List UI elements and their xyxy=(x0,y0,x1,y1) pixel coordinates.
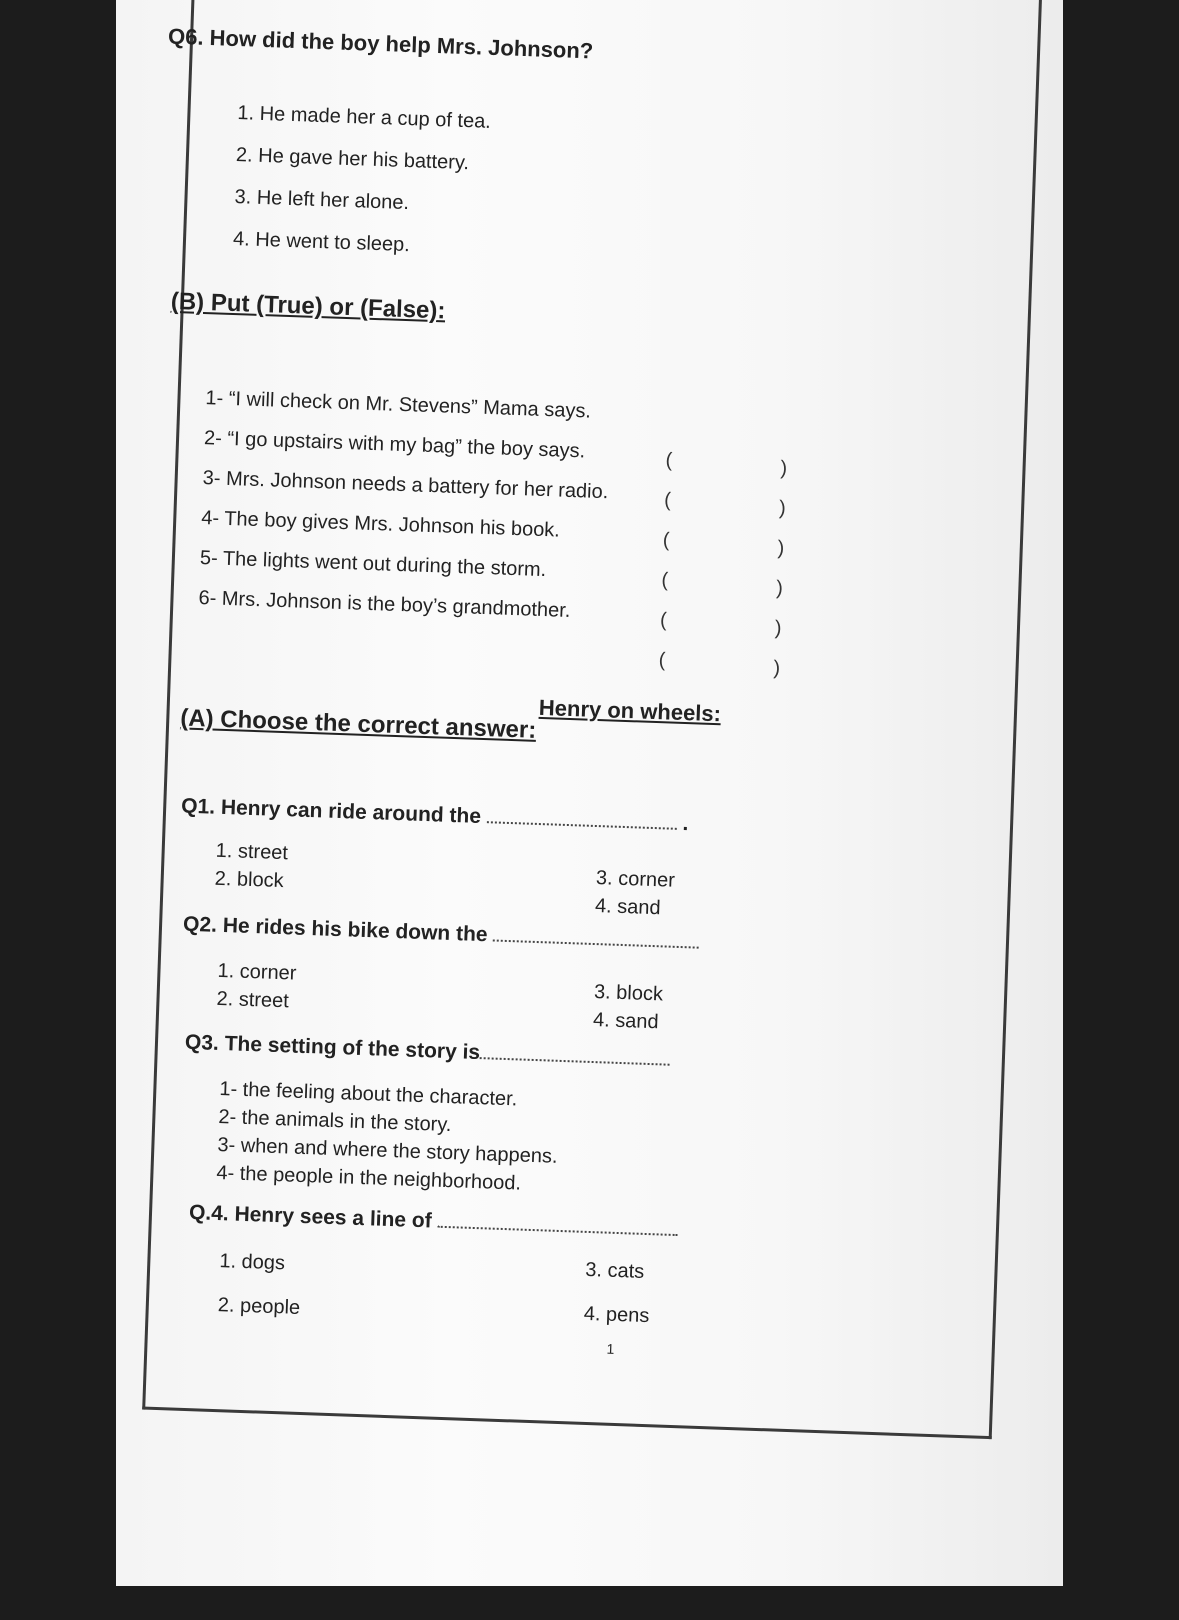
tf-item-4: 4- The boy gives Mrs. Johnson his book. xyxy=(200,507,561,542)
tf-answer-open-5[interactable]: ( xyxy=(659,609,668,632)
tf-answer-close-1: ) xyxy=(780,457,788,480)
tf-answer-open-6[interactable]: ( xyxy=(658,649,666,672)
q1-option-3: 3. corner xyxy=(595,867,676,892)
tf-answer-close-6: ) xyxy=(773,657,781,680)
q2-option-3: 3. block xyxy=(593,981,664,1006)
q4-option-3: 3. cats xyxy=(584,1258,645,1283)
q1-tail: . xyxy=(682,812,689,836)
tf-item-5: 5- The lights went out during the storm. xyxy=(199,547,547,582)
tf-answer-open-4[interactable]: ( xyxy=(661,569,669,592)
tf-answer-close-2: ) xyxy=(778,497,787,520)
q3-option-1: 1- the feeling about the character. xyxy=(219,1078,518,1111)
tf-answer-open-3[interactable]: ( xyxy=(662,529,670,552)
q6-option-4: 4. He went to sleep. xyxy=(232,227,411,257)
q6-option-3: 3. He left her alone. xyxy=(234,186,410,215)
q1-option-4: 4. sand xyxy=(594,895,661,920)
q4-option-4: 4. pens xyxy=(583,1302,650,1328)
tf-item-1: 1- “I will check on Mr. Stevens” Mama says. xyxy=(205,387,592,423)
section-a-heading: (A) Choose the correct answer: xyxy=(179,704,537,744)
q3-option-4: 4- the people in the neighborhood. xyxy=(216,1161,522,1195)
q3-option-2: 2- the animals in the story. xyxy=(218,1106,452,1137)
tf-item-6: 6- Mrs. Johnson is the boy’s grandmother. xyxy=(198,586,571,622)
q2-option-2: 2. street xyxy=(216,987,290,1013)
tf-item-2: 2- “I go upstairs with my bag” the boy says. xyxy=(203,427,586,463)
q4-question-text: Q.4. Henry sees a line of xyxy=(188,1201,433,1233)
q2-option-4: 4. sand xyxy=(592,1009,660,1034)
tf-answer-open-1[interactable]: ( xyxy=(665,449,673,472)
q4-option-1: 1. dogs xyxy=(219,1250,286,1275)
q6-option-1: 1. He made her a cup of tea. xyxy=(237,102,492,133)
q3-question-text: Q3. The setting of the story is xyxy=(184,1030,481,1065)
story-title: Henry on wheels: xyxy=(538,694,722,727)
tf-answer-close-3: ) xyxy=(777,537,785,560)
tf-answer-open-2[interactable]: ( xyxy=(663,489,672,512)
section-b-heading: (B) Put (True) or (False): xyxy=(170,287,446,325)
tf-answer-close-4: ) xyxy=(775,577,784,600)
q6-option-2: 2. He gave her his battery. xyxy=(235,144,470,175)
q1-option-2: 2. block xyxy=(214,867,285,893)
tf-answer-close-5: ) xyxy=(774,617,782,640)
q1-option-1: 1. street xyxy=(215,839,289,865)
tf-item-3: 3- Mrs. Johnson needs a battery for her radio. xyxy=(202,467,609,504)
q2-option-1: 1. corner xyxy=(217,959,297,985)
page-number: 1 xyxy=(606,1340,615,1357)
q2-question-text: Q2. He rides his bike down the xyxy=(182,912,488,947)
q1-question-text: Q1. Henry can ride around the xyxy=(180,794,482,828)
q6-question: Q6. How did the boy help Mrs. Johnson? xyxy=(167,23,594,64)
q3-option-3: 3- when and where the story happens. xyxy=(217,1133,558,1168)
q4-option-2: 2. people xyxy=(217,1294,301,1319)
